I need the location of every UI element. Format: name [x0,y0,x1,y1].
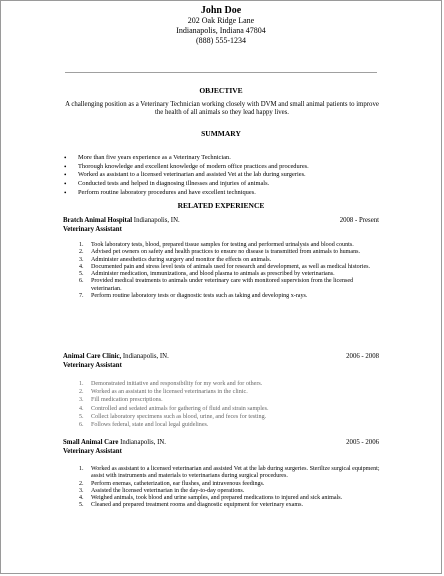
job-location: Indianapolis, IN. [121,353,169,360]
duty-item: 3. Administer anesthetics during surgery and monitor the effects on animals. [79,256,272,263]
street-address: 202 Oak Ridge Lane [187,16,255,25]
objective-heading: OBJECTIVE [199,86,243,95]
duty-item: 1. Took laboratory tests, blood, prepared tissue samples for testing and performed urinalysis and blood counts. [79,242,354,248]
job-title: Veterinary Assistant [63,226,122,233]
duty-item: 5. Cleaned and prepared treatment rooms and diagnostic equipment for veterinary exams. [79,502,304,509]
duty-item: 4. Controlled and sedated animals for gathering of fluid and strain samples. [79,405,269,412]
job-dates: 2008 - Present [339,217,379,224]
header-divider [65,72,377,73]
job-title: Veterinary Assistant [63,362,122,369]
experience-heading: RELATED EXPERIENCE [177,201,265,210]
duty-item: 4. Weighed animals, took blood and urine samples, and prepared medications to injured and sick animals. [79,495,343,502]
summary-heading: SUMMARY [201,129,241,138]
job-location: Indianapolis, IN. [118,439,166,446]
duty-item: 3. Assisted the licensed veterinarian in the day-to-day operations. [79,487,245,494]
phone-number: (888) 555-1234 [196,36,246,45]
summary-item: • Worked as assistant to a licensed veterinarian and assisted Vet at the lab during surgeries. [61,171,391,180]
duty-item: 2. Advised pet owners on safety and health practices to ensure no disease is transmitted from animals to humans. [79,249,361,256]
objective-text: A challenging position as a Veterinary Technician working closely with DVM and small animal patients to improve the health of all animals so they lead happy lives. [65,101,379,116]
job-header [63,439,381,448]
duties-list [79,242,381,300]
job-header [63,217,381,226]
duty-item: 5. Administer medication, immunizations, and blood plasma to animals as prescribed by veterinarians. [79,271,335,278]
company-name: Small Animal Care [63,439,119,446]
company-name: Bratch Animal Hospital [63,217,133,224]
duty-item: 6. Follows federal, state and local legal guidelines. [79,422,209,429]
job-location: Indianapolis, IN. [132,217,180,224]
duties-list [79,380,381,429]
duty-item: 3. Fill medication prescriptions. [79,397,163,404]
duty-item: 4. Documented pain and stress level tests of animals used for research and development, as well as medical histories. [79,263,371,270]
duty-item: 1. Worked as assistant to a licensed veterinarian and assisted Vet at the lab during surgeries. Sterilize surgical equipment; assist with instruments and materials to veterinarians during surgical procedures. [79,466,380,480]
duty-item: 6. Provided medical treatments to animals under veterinary care with monitored supervision from the licensed veterinarian. [79,278,354,292]
resume-header [1,1,441,46]
duty-item: 2. Worked as an assistant to the licensed veterinarians in the clinic. [79,389,248,396]
city-state-zip: Indianapolis, Indiana 47804 [176,26,266,35]
duty-item: 7. Perform routine laboratory tests or diagnostic tests such as taking and developing x-rays. [79,293,308,300]
job-header [63,353,381,362]
candidate-name: John Doe [200,5,242,16]
job-dates: 2005 - 2006 [346,439,379,446]
job-dates: 2006 - 2008 [346,353,379,360]
summary-item: • Perform routine laboratory procedures and have excellent techniques. [61,189,391,198]
company-name: Animal Care Clinic, [63,353,122,360]
summary-item: • More than five years experience as a Veterinary Technician. [61,154,391,163]
duty-item: 5. Collect laboratory specimens such as blood, urine, and feces for testing. [79,413,267,420]
summary-list [61,154,391,198]
job-title: Veterinary Assistant [63,448,122,455]
duty-item: 2. Perform enemas, catheterization, ear flushes, and intravenous feedings. [79,480,265,487]
duties-list [79,466,381,510]
summary-item: • Thorough knowledge and excellent knowledge of modern office practices and procedures. [61,163,391,172]
summary-item: • Conducted tests and helped in diagnosing illnesses and injuries of animals. [61,180,391,189]
duty-item: 1. Demonstrated initiative and responsibility for my work and for others. [79,381,263,387]
